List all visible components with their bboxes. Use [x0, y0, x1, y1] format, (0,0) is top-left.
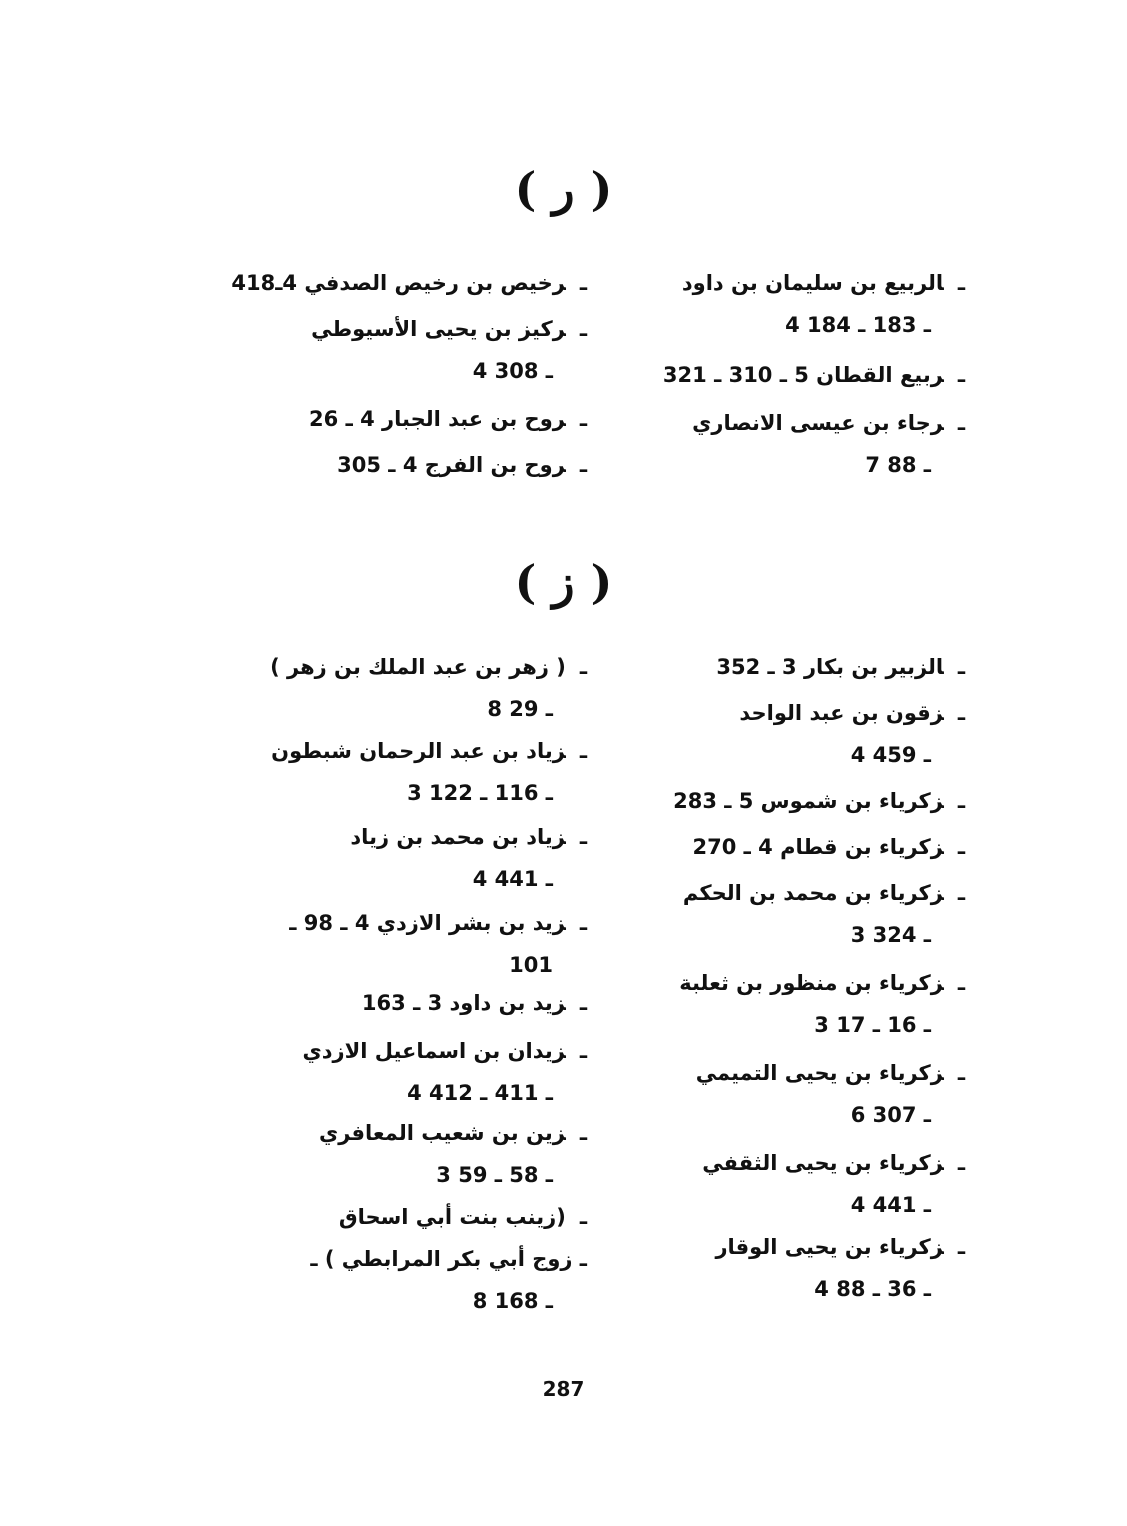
- section-heading-ra: ( ر ): [514, 162, 613, 216]
- index-entry: ـ(زينب بنت أبي اسحاق ـ زوج أبي بكر المرابطي ) ـ 8 ـ 168: [310, 1205, 587, 1313]
- index-entry: ـروح بن الفرج 4 ـ 305: [337, 453, 587, 477]
- index-entry: ـرجاء بن عيسى الانصاري 7 ـ 88: [692, 411, 965, 477]
- index-entry: ـرخيص بن رخيص الصدفي 4ـ418: [231, 271, 587, 295]
- index-entry: ـربيع القطان 5 ـ 310 ـ 321: [662, 363, 965, 387]
- index-entry: ـزياد بن عبد الرحمان شبطون 3 ـ 116 ـ 122: [271, 739, 587, 805]
- index-entry: ـزكرياء بن منظور بن ثعلبة 3 ـ 16 ـ 17: [679, 971, 965, 1037]
- index-entry: ـزقون بن عبد الواحد 4 ـ 459: [739, 701, 965, 767]
- index-entry: ـالربيع بن سليمان بن داود 4 ـ 183 ـ 184: [681, 271, 965, 337]
- index-entry: ـركيز بن يحيى الأسيوطي 4 ـ 308: [311, 317, 587, 383]
- index-entry: ـزين بن شعيب المعافري 3 ـ 58 ـ 59: [318, 1121, 587, 1187]
- section-heading-zay: ( ز ): [514, 555, 613, 609]
- index-entry: ـروح بن عبد الجبار 4 ـ 26: [309, 407, 587, 431]
- index-entry: ـزكرياء بن يحيى التميمي 6 ـ 307: [695, 1061, 965, 1127]
- index-entry: ـزكرياء بن يحيى الوقار 4 ـ 36 ـ 88: [715, 1235, 965, 1301]
- index-entry: ـزكرياء بن شموس 5 ـ 283: [673, 789, 965, 813]
- index-entry: ـزكرياء بن يحيى الثقفي 4 ـ 441: [702, 1151, 965, 1217]
- index-entry: ـزيد بن بشر الازدي 4 ـ 98 ـ 101: [289, 911, 587, 977]
- index-entry: ـزيدان بن اسماعيل الازدي 4 ـ 411 ـ 412: [302, 1039, 587, 1105]
- index-entry: ـزياد بن محمد بن زياد 4 ـ 441: [350, 825, 587, 891]
- index-entry: ـ( زهر بن عبد الملك بن زهر ) 8 ـ 29: [270, 655, 587, 721]
- page-number: 287: [542, 1377, 585, 1401]
- index-entry: ـالزبير بن بكار 3 ـ 352: [716, 655, 965, 679]
- index-entry: ـزيد بن داود 3 ـ 163: [361, 991, 587, 1015]
- index-entry: ـزكرياء بن محمد بن الحكم 3 ـ 324: [682, 881, 965, 947]
- index-entry: ـزكرياء بن قطام 4 ـ 270: [692, 835, 965, 859]
